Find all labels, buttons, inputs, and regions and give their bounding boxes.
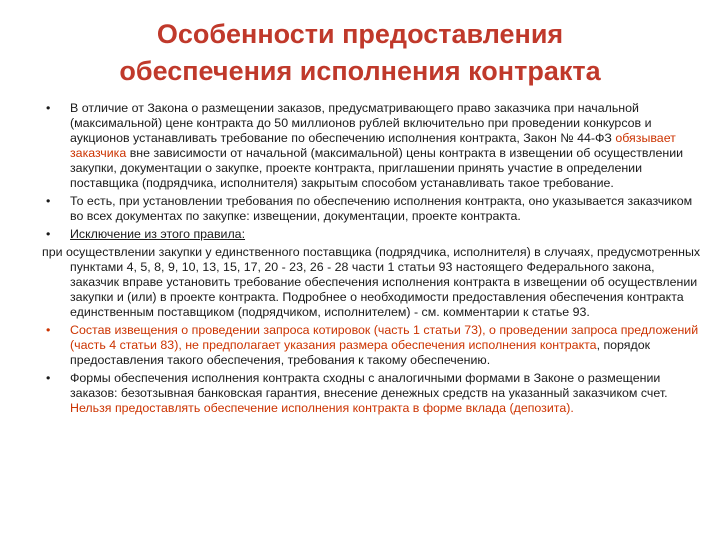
exception-paragraph [42,245,702,320]
slide-content [42,101,702,419]
bullet-item [42,194,702,224]
bullet-item [42,101,702,191]
slide-title [20,16,700,90]
bullet-text: То есть, при установлении требования по обеспечению исполнения контракта, оно указывается заказчиком во всех документах по закупке: извещении, документации, проекте контракта. [70,194,693,223]
title-line-1: Особенности предоставления [156,19,564,49]
highlight-text: обязывает заказчика [70,131,676,160]
highlight-text: Нельзя предоставлять обеспечение исполнения контракта в форме вклада (депозита). [70,401,574,415]
bullet-item [42,323,702,368]
bullet-item [42,371,702,416]
bullet-text: вне зависимости от начальной (максимальной) цены контракта в извещении об осуществлении закупки, документации о закупке, проекте контракта, приглашении принять участие в определении поставщика (подрядчика, исполнителя) закрытым способом устанавливать такое требование. [70,146,684,190]
highlight-text: Состав извещения о проведении запроса котировок (часть 1 статьи 73), о проведении запроса предложений (часть 4 статьи 83), не предполагает указания размера обеспечения исполнения контракта [70,323,699,352]
bullet-text: В отличие от Закона о размещении заказов, предусматривающего право заказчика при начальной (максимальной) цене контракта до 50 миллионов рублей включительно при проведении конкурсов и аукционов устанавливать требование по обеспечению исполнения контракта, Закон № 44-ФЗ [70,101,652,145]
exception-heading: Исключение из этого правила: [70,227,246,241]
title-line-2: обеспечения исполнения контракта [119,56,601,86]
bullet-text: Формы обеспечения исполнения контракта сходны с аналогичными формами в Законе о размещении заказов: безотзывная банковская гарантия, внесение денежных средств на указанный заказчиком счет. [70,371,668,400]
bullet-item [42,227,702,242]
bullet-text: , порядок предоставления такого обеспечения, требования к такому обеспечению. [70,338,651,367]
paragraph-text: при осуществлении закупки у единственного поставщика (подрядчика, исполнителя) в случаях, предусмотренных пунктами 4, 5, 8, 9, 10, 13, 15, 17, 20 - 23, 26 - 28 части 1 статьи 93 настоящего Федерального закона, заказчик вправе установить требование обеспечения исполнения контракта в извещении об осуществлении закупки и (или) в проекте контракта. Подробнее о необходимости предоставления обеспечения контракта единственным поставщиком (подрядчиком, исполнителем) - см. комментарии к статье 93. [42,245,701,319]
